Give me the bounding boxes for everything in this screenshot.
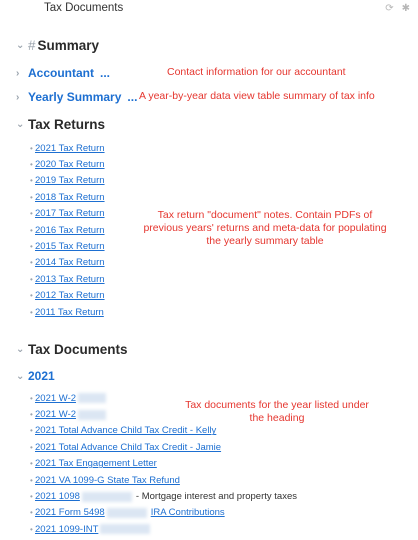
tax-return-link[interactable]: 2018 Tax Return	[35, 191, 105, 203]
yearly-summary-item[interactable]	[16, 90, 137, 104]
list-item: • 2021 Tax Return	[30, 142, 105, 154]
list-item: • 2021 W-2	[30, 406, 297, 422]
summary-heading[interactable]	[16, 38, 99, 53]
accountant-label[interactable]: Accountant	[28, 66, 94, 80]
tax-return-link[interactable]: 2019 Tax Return	[35, 175, 105, 187]
tax-return-link[interactable]: 2011 Tax Return	[35, 306, 104, 318]
tax-returns-list	[30, 140, 105, 320]
summary-heading-label: Summary	[37, 38, 100, 53]
list-item: • 2021 VA 1099-G State Tax Refund	[30, 474, 180, 486]
chevron-down-icon[interactable]: ⌄	[16, 40, 25, 51]
document-description: - Mortgage interest and property taxes	[135, 491, 297, 503]
redacted-block	[82, 492, 132, 502]
annotation-line: the heading	[249, 412, 305, 424]
list-item: • 2021 1098 - Mortgage interest and property taxes	[30, 491, 297, 503]
list-item: • 2020 Tax Return	[30, 159, 105, 171]
document-link[interactable]: 2021 Form 5498	[35, 507, 105, 519]
document-link[interactable]: 2021 W-2	[35, 409, 77, 421]
list-item: • 2018 Tax Return	[30, 191, 105, 203]
list-item: • 2012 Tax Return	[30, 290, 105, 302]
chevron-down-icon[interactable]: ⌄	[16, 370, 25, 382]
tax-return-link[interactable]: 2012 Tax Return	[35, 290, 105, 302]
list-item: • 2021 1099-INT	[30, 521, 297, 537]
tax-return-link[interactable]: 2017 Tax Return	[35, 208, 105, 220]
list-item: • 2013 Tax Return	[30, 273, 105, 285]
redacted-block	[107, 508, 147, 518]
accountant-item[interactable]	[16, 66, 110, 80]
chevron-right-icon[interactable]: ›	[16, 67, 20, 79]
list-item: • 2017 Tax Return	[30, 208, 105, 220]
window-controls	[385, 3, 410, 14]
link-icon[interactable]: ⟳	[385, 3, 394, 14]
document-link[interactable]: IRA Contributions	[150, 507, 225, 519]
document-link[interactable]: 2021 VA 1099-G State Tax Refund	[35, 474, 180, 486]
accountant-more-dots[interactable]: ...	[100, 66, 111, 80]
yearly-summary-more-dots[interactable]: ...	[127, 90, 138, 104]
chevron-down-icon[interactable]: ⌄	[16, 119, 25, 130]
document-link[interactable]: 2021 1099-INT	[35, 523, 99, 535]
list-item: • 2021 Form 5498 IRA Contributions	[30, 507, 225, 519]
list-item: • 2011 Tax Return	[30, 306, 104, 318]
tax-return-link[interactable]: 2013 Tax Return	[35, 273, 105, 285]
document-link[interactable]: 2021 Total Advance Child Tax Credit - Kelly	[35, 425, 217, 437]
redacted-block	[78, 393, 106, 403]
list-item: • 2019 Tax Return	[30, 175, 105, 187]
annotation-line: the yearly summary table	[206, 235, 324, 247]
redacted-block	[78, 410, 106, 420]
tax-returns-heading-label: Tax Returns	[28, 117, 106, 132]
tax-documents-heading-label: Tax Documents	[28, 342, 128, 357]
document-link[interactable]: 2021 1098	[35, 491, 80, 503]
list-item: • 2021 W-2	[30, 390, 297, 406]
chevron-down-icon[interactable]: ⌄	[16, 344, 25, 355]
annotation-line: Tax return "document" notes. Contain PDFs of	[157, 209, 373, 221]
tax-return-link[interactable]: 2015 Tax Return	[35, 241, 105, 253]
list-item: • 2021 Total Advance Child Tax Credit - Kelly	[30, 425, 217, 437]
tax-return-link[interactable]: 2014 Tax Return	[35, 257, 105, 269]
list-item: • 2014 Tax Return	[30, 257, 105, 269]
list-item: • 2021 Tax Engagement Letter	[30, 458, 157, 470]
hash-icon: #	[28, 38, 36, 53]
document-link[interactable]: 2021 W-2	[35, 392, 77, 404]
tax-returns-annotation	[120, 209, 410, 248]
annotation-line: previous years' returns and meta-data for populating	[143, 222, 387, 234]
redacted-block	[100, 524, 150, 534]
tax-return-link[interactable]: 2020 Tax Return	[35, 159, 105, 171]
chevron-right-icon[interactable]: ›	[16, 91, 20, 103]
list-item: • 2021 Total Advance Child Tax Credit - Jamie	[30, 441, 222, 453]
list-item: • 2016 Tax Return	[30, 224, 105, 236]
yearly-summary-label[interactable]: Yearly Summary	[28, 90, 122, 104]
tax-documents-heading[interactable]	[16, 342, 128, 357]
document-link[interactable]: 2021 Tax Engagement Letter	[35, 458, 157, 470]
tax-documents-annotation	[171, 399, 383, 425]
accountant-annotation: Contact information for our accountant	[167, 66, 346, 78]
tax-returns-heading[interactable]	[16, 117, 105, 132]
annotation-line: Tax documents for the year listed under	[185, 399, 369, 411]
tax-return-link[interactable]: 2016 Tax Return	[35, 224, 105, 236]
yearly-summary-annotation: A year-by-year data view table summary of tax info	[139, 90, 375, 102]
window-title: Tax Documents	[44, 2, 124, 14]
year-2021-label: 2021	[28, 369, 55, 383]
document-link[interactable]: 2021 Total Advance Child Tax Credit - Jamie	[35, 441, 222, 453]
tax-return-link[interactable]: 2021 Tax Return	[35, 142, 105, 154]
list-item: • 2015 Tax Return	[30, 241, 105, 253]
settings-icon[interactable]: ✱	[401, 3, 410, 14]
year-2021-heading[interactable]	[16, 369, 55, 383]
